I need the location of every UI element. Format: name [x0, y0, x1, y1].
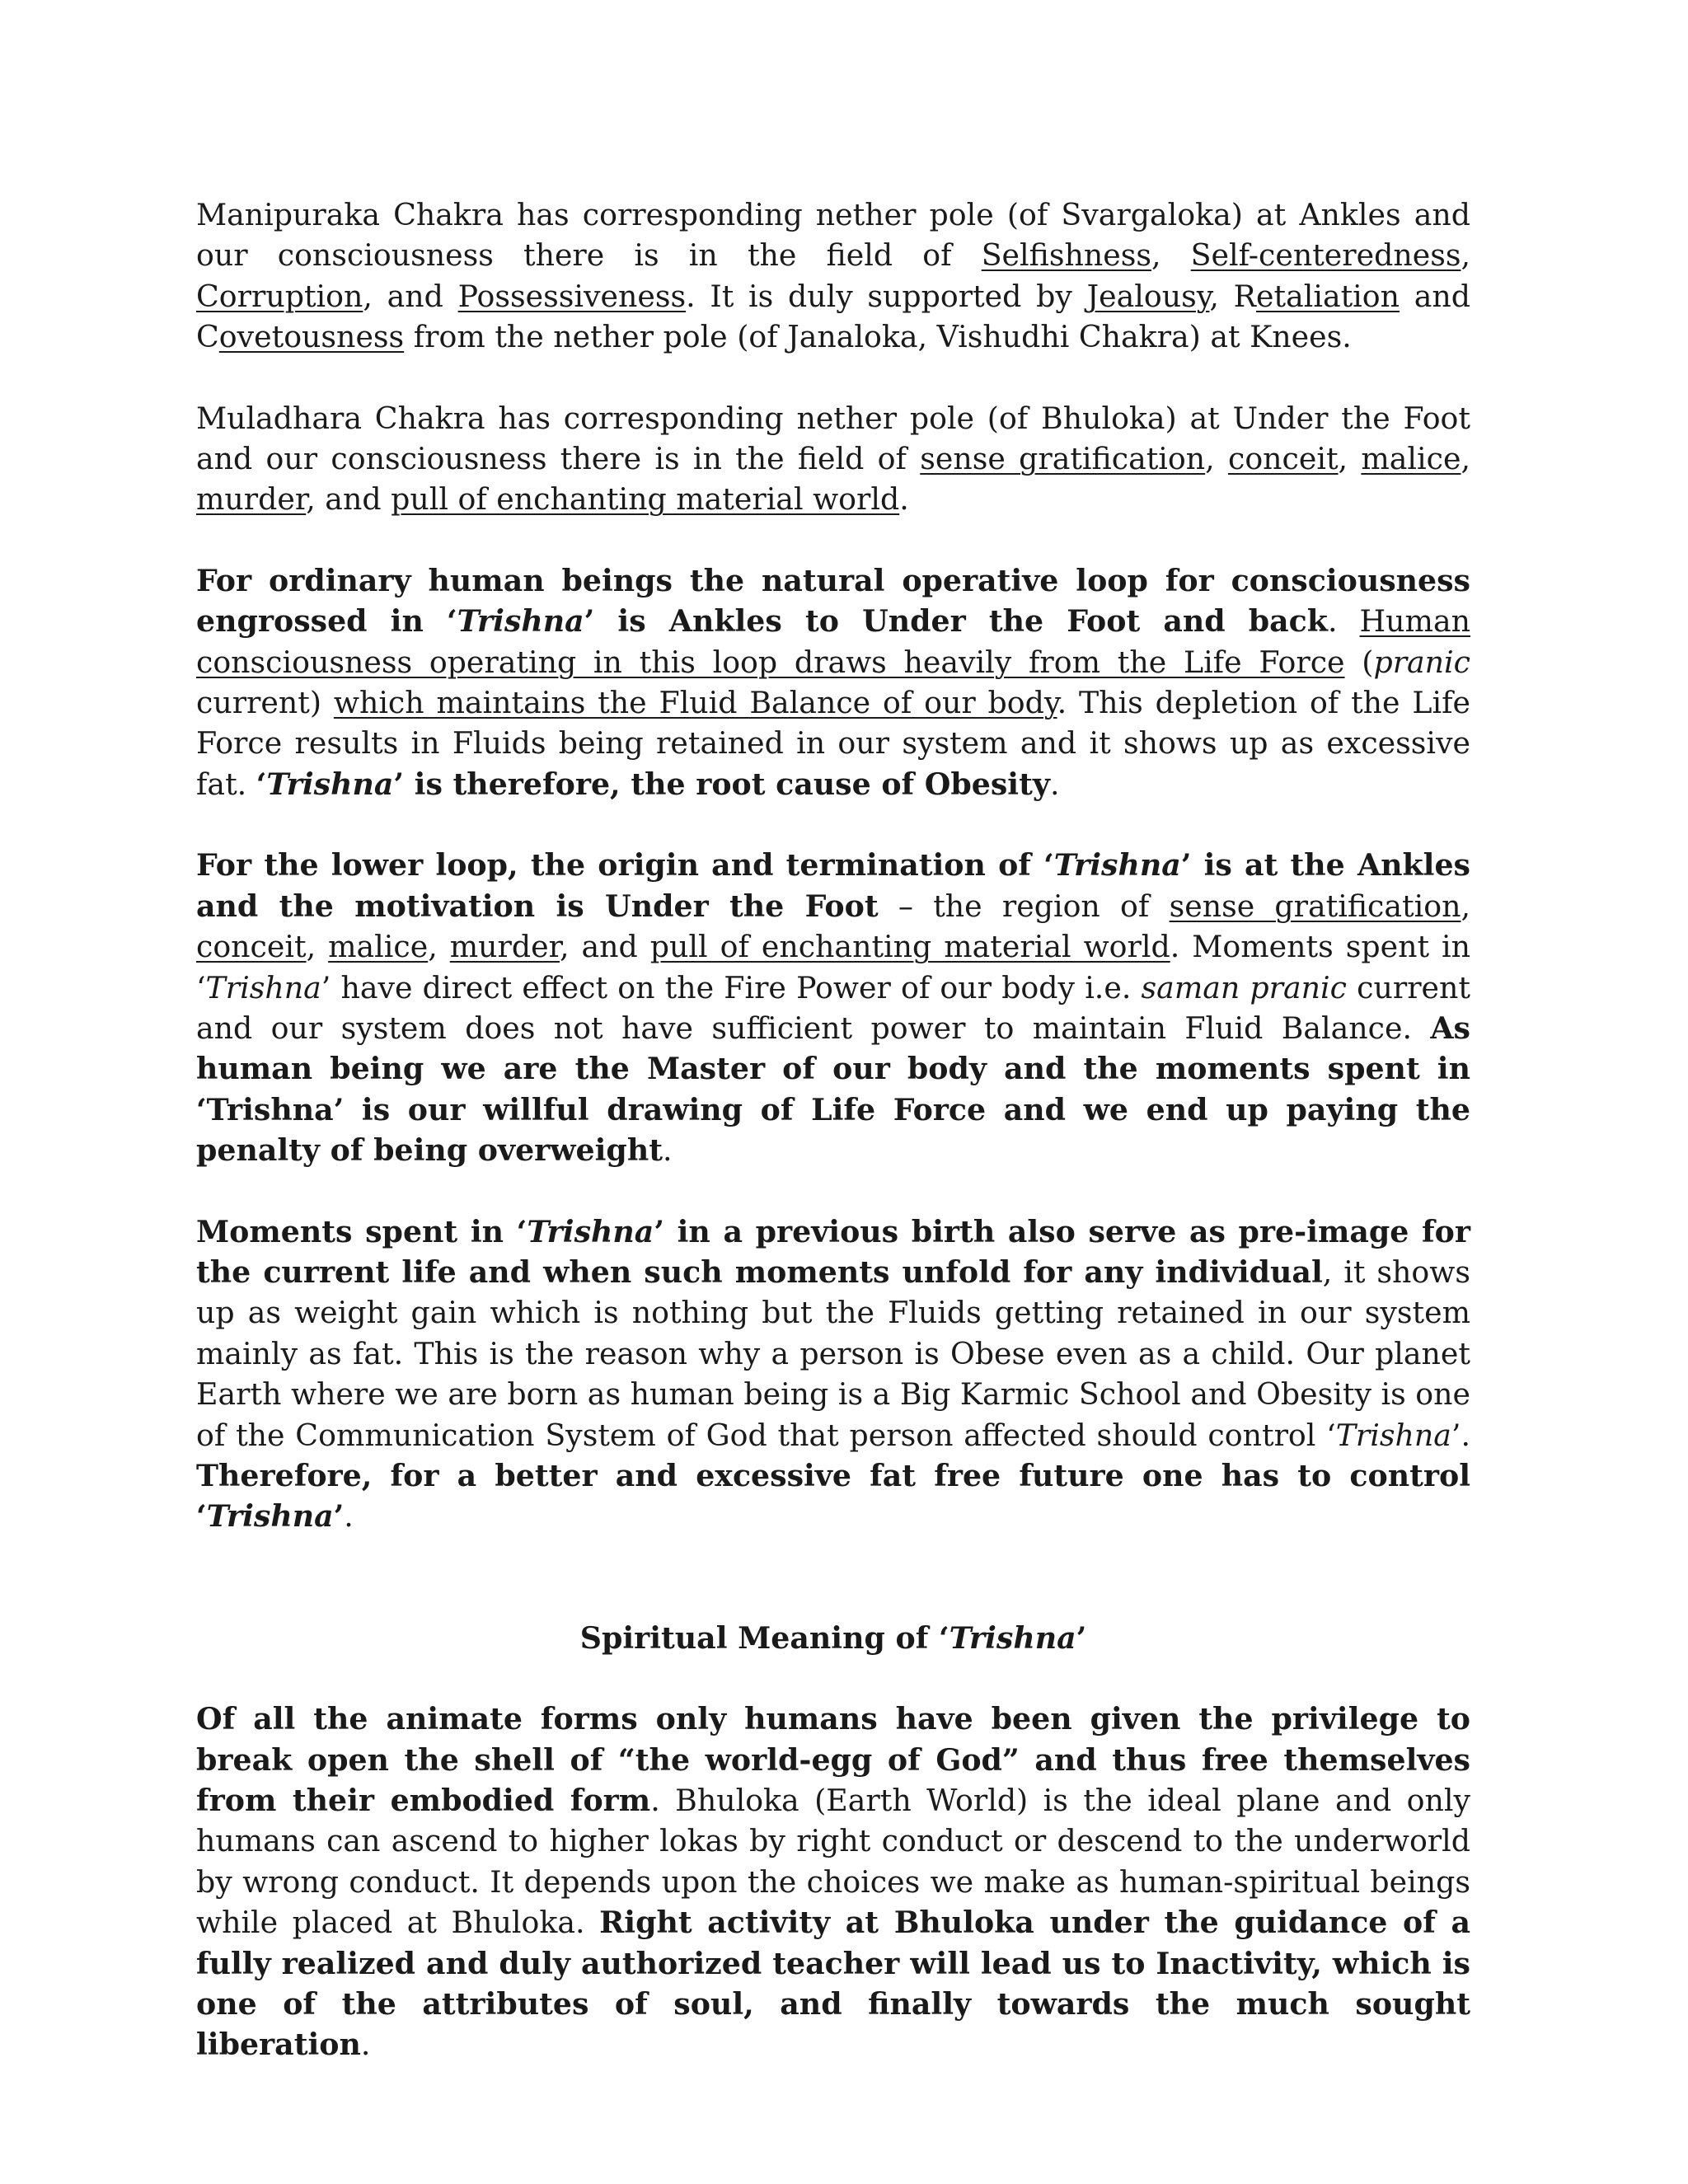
text-run: ,: [1461, 888, 1470, 924]
text-run: (: [1344, 644, 1374, 680]
underlined-term: conceit: [1227, 441, 1339, 477]
emphasized-text: ‘: [256, 766, 267, 802]
emphasized-text: ’ is Ankles to Under the Foot and back: [584, 603, 1328, 640]
text-run: ,: [1151, 237, 1191, 274]
emphasized-text: Of all the animate forms only humans have been given the privilege to break open the shell of “the world-egg of God” and thus free themselves from their embodied form: [196, 1701, 1470, 1818]
text-run: .: [360, 2027, 371, 2063]
text-run: ,: [1338, 441, 1362, 477]
underlined-term: sense gratification: [1169, 888, 1461, 924]
underlined-term: murder: [449, 929, 560, 965]
text-run: from the nether pole (of Janaloka, Vishudhi Chakra) at Knees.: [404, 319, 1352, 355]
section-heading: [196, 1618, 1470, 1658]
emphasized-text: For ordinary human beings the natural operative loop for consciousness engrossed in ‘: [196, 562, 1470, 640]
underlined-term: pull of enchanting material world: [649, 929, 1170, 965]
emphasized-text: Right activity at Bhuloka under the guidance of a fully realized and duly authorized teacher will lead us to Inactivity, which is one of the attributes of soul, and finally towards the much sought liberation: [196, 1905, 1471, 2063]
underlined-term: Self-centeredness: [1190, 237, 1461, 274]
emphasized-text: Trishna: [527, 1213, 654, 1249]
text-run: . Moments spent in ‘: [196, 929, 1471, 1005]
emphasized-text: ’: [333, 1498, 345, 1535]
underlined-term: Corruption: [196, 278, 363, 314]
italic-term: Trishna: [1335, 1417, 1451, 1453]
emphasized-text: Trishna: [949, 1619, 1076, 1656]
underlined-term: which maintains the Fluid Balance of our body: [333, 685, 1057, 721]
emphasized-text: As human being we are the Master of our body and the moments spent in ‘Trishna’ is our willful drawing of Life Force and we end up paying the penalty of being overweight: [196, 1010, 1470, 1169]
emphasized-text: ’ in a previous birth also serve as pre-image for the current life and when such moments unfold for any individual: [196, 1213, 1470, 1290]
text-run: .: [1327, 603, 1360, 640]
text-run: . Bhuloka (Earth World) is the ideal plane and only humans can ascend to higher lokas by right conduct or descend to the underworld by wrong conduct. It depends upon the choices we make as human-spiritual beings while placed at Bhuloka.: [196, 1783, 1471, 1941]
underlined-term: malice: [328, 929, 429, 965]
underlined-term: etaliation: [1256, 278, 1400, 314]
emphasized-text: Moments spent in ‘: [196, 1213, 528, 1249]
text-run: ’ have direct effect on the Fire Power of our body i.e.: [321, 969, 1142, 1005]
underlined-term: Human consciousness operating in this loop draws heavily from the Life Force: [196, 603, 1470, 680]
underlined-term: murder: [196, 481, 307, 518]
text-run: ,: [428, 929, 450, 965]
text-run: ,: [1461, 441, 1471, 477]
emphasized-text: ’: [1076, 1619, 1087, 1656]
text-run: ,: [306, 929, 329, 965]
underlined-term: Jealousy: [1086, 278, 1210, 314]
text-run: . It is duly supported by: [686, 278, 1087, 314]
text-run: .: [344, 1498, 354, 1535]
italic-term: pranic: [1373, 644, 1470, 680]
text-run: , it shows up as weight gain which is nothing but the Fluids getting retained in our system mainly as fat. This is the reason why a person is Obese even as a child. Our planet Earth where we are born as human being is a Big Karmic School and Obesity is one of the Communication System of God that person affected should control ‘: [196, 1254, 1470, 1453]
underlined-term: conceit: [196, 929, 307, 965]
emphasized-text: For the lower loop, the origin and termination of ‘: [196, 847, 1054, 883]
text-run: Muladhara Chakra has corresponding nether pole (of Bhuloka) at Under the Foot and our consciousness there is in the field of: [196, 400, 1470, 477]
text-run: , and: [363, 278, 458, 314]
text-run: .: [1049, 766, 1060, 802]
underlined-term: Selfishness: [981, 237, 1151, 274]
text-run: current): [196, 685, 334, 721]
underlined-term: sense gratification: [920, 441, 1206, 477]
italic-term: saman pranic: [1141, 969, 1347, 1005]
text-run: . This depletion of the Life Force results in Fluids being retained in our system and it shows up as excessive fat.: [196, 685, 1470, 802]
paragraph-spiritual-meaning: [196, 1699, 1470, 2065]
text-run: ,: [1461, 237, 1471, 274]
emphasized-text: Therefore, for a better and excessive fat free future one has to control ‘: [196, 1457, 1470, 1535]
paragraph-muladhara: [196, 398, 1470, 520]
paragraph-manipuraka: [196, 194, 1470, 358]
italic-term: Trishna: [205, 969, 321, 1005]
text-run: ,: [1205, 441, 1228, 477]
text-run: Manipuraka Chakra has corresponding nether pole (of Svargaloka) at Ankles and our consciousness there is in the field of: [196, 197, 1470, 274]
emphasized-text: Trishna: [1053, 847, 1181, 883]
text-run: ’.: [1451, 1417, 1470, 1453]
emphasized-text: Trishna: [206, 1498, 334, 1535]
text-run: .: [662, 1132, 673, 1169]
paragraph-lower-loop: [196, 845, 1470, 1170]
text-run: and C: [196, 278, 1470, 355]
emphasized-text: Spiritual Meaning of ‘: [579, 1619, 950, 1656]
text-run: .: [899, 481, 909, 518]
text-run: – the region of: [878, 888, 1170, 924]
paragraph-operative-loop: [196, 560, 1470, 804]
text-run: , R: [1209, 278, 1257, 314]
paragraph-previous-birth: [196, 1212, 1470, 1537]
text-run: , and: [306, 481, 392, 518]
underlined-term: pull of enchanting material world: [391, 481, 900, 518]
emphasized-text: ’ is at the Ankles and the motivation is Under the Foot: [196, 847, 1470, 924]
underlined-term: ovetousness: [218, 319, 405, 355]
document-page: [196, 194, 1470, 2065]
emphasized-text: Trishna: [266, 766, 394, 802]
emphasized-text: Trishna: [457, 603, 584, 640]
underlined-term: malice: [1361, 441, 1461, 477]
text-run: , and: [559, 929, 650, 965]
underlined-term: Possessiveness: [457, 278, 687, 314]
text-run: current and our system does not have sufficient power to maintain Fluid Balance.: [196, 969, 1470, 1046]
emphasized-text: ’ is therefore, the root cause of Obesity: [393, 766, 1050, 802]
